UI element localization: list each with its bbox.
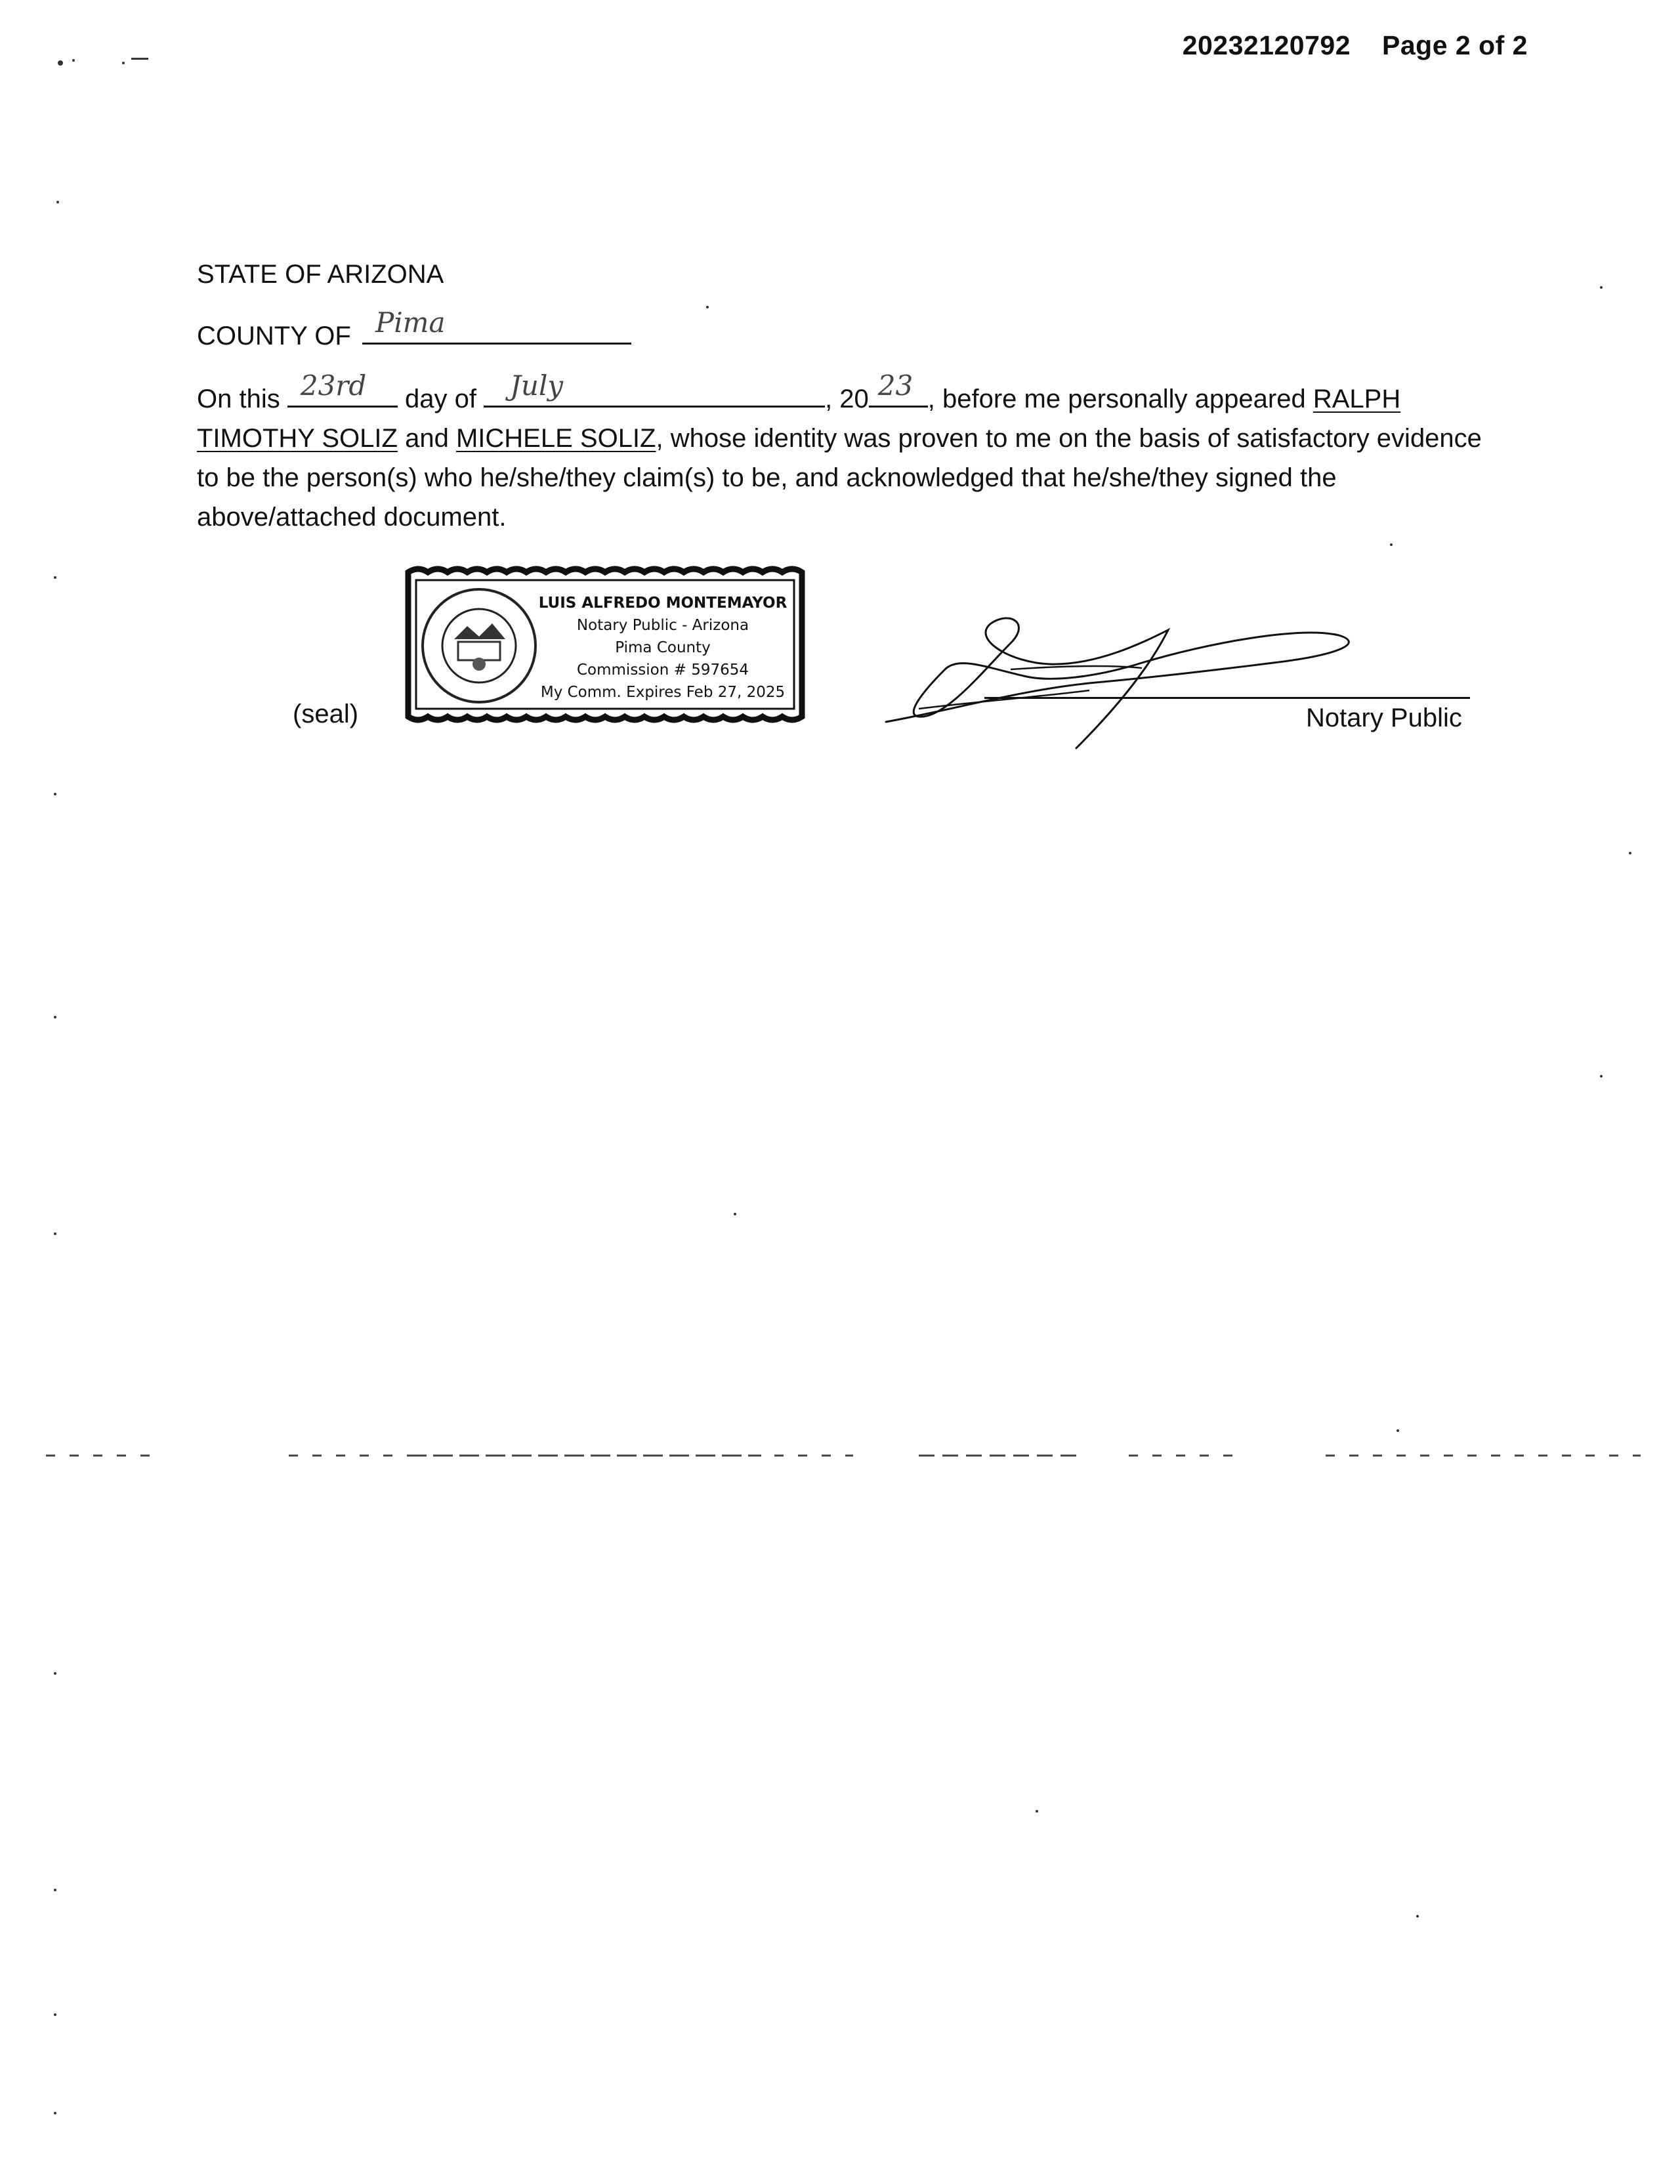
seal-label: (seal) [293,700,359,728]
year-blank [869,369,928,408]
document-number: 20232120792 [1182,30,1351,60]
state-seal-icon [423,589,536,702]
day-blank [287,369,398,408]
notary-county: Pima County [615,639,711,656]
county-blank [362,306,631,345]
page-indicator: Page 2 of 2 [1382,30,1528,60]
notary-signature [879,604,1391,761]
county-handwritten: Pima [375,306,446,339]
month-handwritten: July [510,369,564,402]
signature-label: Notary Public [1306,704,1462,732]
year-prefix: , 20 [825,385,869,413]
person-name-2: MICHELE SOLIZ [455,424,656,453]
year-handwritten: 23 [877,369,914,402]
acknowledgment-paragraph [197,369,1483,537]
county-label: COUNTY OF [197,322,351,350]
on-this-text: On this [197,385,280,413]
appeared-text: , before me personally appeared [927,385,1306,413]
person-name-1: RALPH TIMOTHY SOLIZ [197,385,1401,453]
and-text: and [405,424,449,453]
county-line [197,306,631,356]
day-of-text: day of [404,385,476,413]
state-line: STATE OF ARIZONA [197,260,444,289]
notary-name: LUIS ALFREDO MONTEMAYOR [538,595,788,612]
notary-title: Notary Public - Arizona [576,617,749,634]
month-blank [484,369,825,408]
notary-expiration: My Comm. Expires Feb 27, 2025 [540,684,786,701]
day-handwritten: 23rd [300,369,367,402]
acknowledgment-remainder: , whose identity was proven to me on the basis of satisfactory evidence to be the person(s) who he/she/they claim(s) to be, and acknowledged that he/she/they signed the above/attached document. [197,424,1482,532]
stamp-text-block [532,592,794,704]
notary-commission: Commission # 597654 [576,662,749,679]
